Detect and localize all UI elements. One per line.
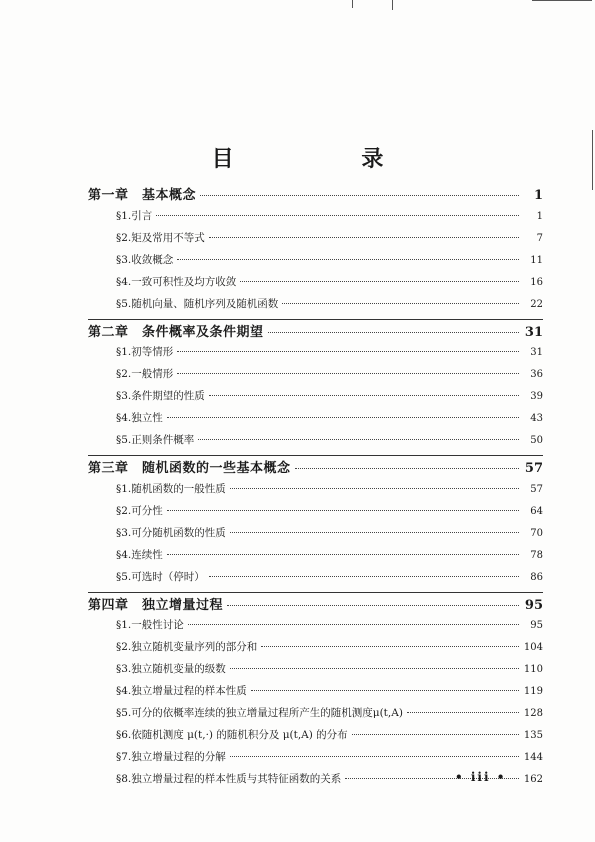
section-entry-label: §4.一致可积性及均方收敛 <box>116 275 237 288</box>
section-entry-page: 162 <box>523 774 543 785</box>
section-entry-label: §5.可选时（停时） <box>116 570 205 583</box>
dot-leader <box>295 468 519 469</box>
dot-leader <box>209 237 519 238</box>
section-entry[interactable] <box>88 503 543 525</box>
section-entry[interactable] <box>88 569 543 591</box>
chapter-entry[interactable] <box>88 457 543 481</box>
section-entry-label: §4.独立性 <box>116 412 163 424</box>
chapter-entry-label: 第三章 随机函数的一些基本概念 <box>88 461 291 476</box>
scan-edge-mark <box>392 0 393 10</box>
section-entry-label: §3.独立随机变量的级数 <box>116 663 226 675</box>
dot-leader <box>230 532 519 533</box>
dot-leader <box>230 756 519 757</box>
table-of-contents <box>88 184 543 793</box>
dot-leader <box>167 510 519 511</box>
section-entry-label: §5.随机向量、随机序列及随机函数 <box>116 297 279 310</box>
dot-leader <box>177 373 519 374</box>
section-entry[interactable] <box>88 727 543 749</box>
dot-leader <box>352 734 519 735</box>
dot-leader <box>177 259 519 260</box>
chapter-entry-page: 57 <box>524 461 543 476</box>
section-entry-page: 95 <box>530 620 543 631</box>
dot-leader <box>282 303 519 304</box>
section-entry[interactable] <box>88 525 543 547</box>
section-entry[interactable] <box>88 661 543 683</box>
section-entry-page: 86 <box>530 571 543 583</box>
page-title: 目 录 <box>211 147 444 172</box>
dot-leader <box>261 646 519 647</box>
section-entry[interactable] <box>88 639 543 661</box>
section-entry-label: §3.条件期望的性质 <box>116 390 205 402</box>
section-entry-page: 43 <box>530 413 543 424</box>
section-entry-label: §1.随机函数的一般性质 <box>116 482 226 495</box>
section-entry-page: 144 <box>523 752 543 763</box>
chapter-entry-page: 31 <box>524 324 543 340</box>
section-entry[interactable] <box>88 481 543 503</box>
section-entry-label: §3.收敛概念 <box>116 253 174 266</box>
section-entry-label: §4.连续性 <box>116 548 163 561</box>
chapter-rule <box>88 455 543 456</box>
section-entry-page: 50 <box>530 435 543 446</box>
chapter-entry-label: 第二章 条件概率及条件期望 <box>88 324 264 340</box>
section-entry-label: §8.独立增量过程的样本性质与其特征函数的关系 <box>116 773 342 785</box>
section-entry-label: §1.初等情形 <box>116 346 174 358</box>
section-entry-label: §2.独立随机变量序列的部分和 <box>116 641 258 653</box>
section-entry[interactable] <box>88 705 543 727</box>
section-entry-page: 36 <box>530 369 543 380</box>
dot-leader <box>209 576 519 577</box>
section-entry-page: 39 <box>530 391 543 402</box>
section-entry[interactable] <box>88 749 543 771</box>
section-entry-page: 57 <box>530 483 543 495</box>
section-entry[interactable] <box>88 432 543 454</box>
section-entry-label: §1.引言 <box>116 209 153 222</box>
chapter-entry[interactable] <box>88 594 543 618</box>
chapter-entry-page: 1 <box>533 188 543 203</box>
chapter-entry-label: 第一章 基本概念 <box>88 188 197 203</box>
section-entry-label: §4.独立增量过程的样本性质 <box>116 685 247 697</box>
section-entry-label: §2.矩及常用不等式 <box>116 231 205 244</box>
section-entry-page: 31 <box>530 347 543 358</box>
scan-edge-mark <box>352 0 353 8</box>
section-entry-page: 70 <box>530 527 543 539</box>
section-entry[interactable] <box>88 296 543 318</box>
section-entry-page: 64 <box>530 505 543 517</box>
scan-edge-mark <box>532 0 592 1</box>
chapter-entry-label: 第四章 独立增量过程 <box>88 597 224 613</box>
section-entry-page: 104 <box>523 642 543 653</box>
section-entry[interactable] <box>88 683 543 705</box>
chapter-entry[interactable] <box>88 321 543 345</box>
section-entry-label: §1.一般性讨论 <box>116 619 184 631</box>
section-entry-page: 7 <box>536 232 543 244</box>
section-entry-label: §5.可分的依概率连续的独立增量过程所产生的随机测度μ(t,A) <box>116 707 403 719</box>
section-entry-page: 1 <box>536 210 543 222</box>
chapter-entry[interactable] <box>88 184 543 208</box>
dot-leader <box>177 351 519 352</box>
section-entry-page: 128 <box>523 708 543 719</box>
section-entry-page: 135 <box>523 730 543 741</box>
dot-leader <box>227 605 519 606</box>
section-entry-page: 22 <box>530 298 543 310</box>
section-entry-label: §5.正则条件概率 <box>116 434 195 446</box>
page-number: • iii • <box>455 770 507 784</box>
dot-leader <box>407 712 519 713</box>
section-entry-label: §6.依随机测度 μ(t,·) 的随机积分及 μ(t,A) 的分布 <box>116 729 348 741</box>
chapter-rule <box>88 319 543 320</box>
section-entry[interactable] <box>88 388 543 410</box>
section-entry-label: §3.可分随机函数的性质 <box>116 526 226 539</box>
chapter-entry-page: 95 <box>524 597 543 613</box>
dot-leader <box>198 439 519 440</box>
section-entry-label: §2.一般情形 <box>116 368 174 380</box>
section-entry-page: 110 <box>523 664 543 675</box>
dot-leader <box>200 195 519 196</box>
section-entry[interactable] <box>88 344 543 366</box>
section-entry-page: 11 <box>530 254 543 266</box>
section-entry[interactable] <box>88 274 543 296</box>
section-entry-page: 119 <box>523 686 543 697</box>
dot-leader <box>156 215 519 216</box>
dot-leader <box>167 417 519 418</box>
section-entry[interactable] <box>88 252 543 274</box>
section-entry[interactable] <box>88 366 543 388</box>
dot-leader <box>230 668 519 669</box>
dot-leader <box>209 395 519 396</box>
section-entry[interactable] <box>88 208 543 230</box>
dot-leader <box>240 281 519 282</box>
section-entry[interactable] <box>88 547 543 569</box>
dot-leader <box>230 488 519 489</box>
section-entry[interactable] <box>88 617 543 639</box>
chapter-rule <box>88 592 543 593</box>
section-entry-page: 78 <box>530 549 543 561</box>
section-entry-label: §2.可分性 <box>116 504 163 517</box>
dot-leader <box>268 332 519 333</box>
dot-leader <box>251 690 519 691</box>
section-entry-page: 16 <box>530 276 543 288</box>
section-entry[interactable] <box>88 230 543 252</box>
dot-leader <box>167 554 519 555</box>
dot-leader <box>188 624 519 625</box>
section-entry-label: §7.独立增量过程的分解 <box>116 751 226 763</box>
section-entry[interactable] <box>88 410 543 432</box>
